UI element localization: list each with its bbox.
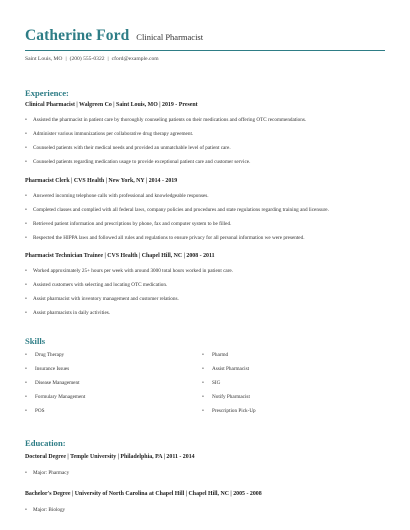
list-item: • Assist pharmacist with inventory management and customer relations. [25,296,390,310]
list-item: • Disease Management [25,380,195,394]
contact-line [25,56,159,62]
education-header: Bachelor's Degree | University of North Carolina at Chapel Hill | Chapel Hill, NC | 2005 - 2008 [25,491,262,497]
list-item: • Insurance Issues [25,366,195,380]
list-item: • Assist pharmacists in daily activities. [25,310,390,324]
job-header: Pharmacist Clerk | CVS Health | New York, NY | 2014 - 2019 [25,178,178,184]
education-header: Doctoral Degree | Temple University | Philadelphia, PA | 2011 - 2014 [25,454,195,460]
job-header: Pharmacist Technician Trainee | CVS Health | Chapel Hill, NC | 2008 - 2011 [25,253,215,259]
list-item: • Major: Biology [25,507,390,513]
candidate-name: Catherine Ford [25,27,130,44]
list-item: • Retrieved patient information and prescriptions by phone, fax and computer system to be filled. [25,221,390,235]
contact-email: cford@example.com [111,56,159,62]
experience-heading: Experience: [25,88,69,98]
list-item: • Completed classes and complied with all federal laws, company policies and procedures and state regulations regarding training and licensure. [25,207,390,221]
header-divider [25,50,385,51]
contact-location: Saint Louis, MO [25,56,63,62]
list-item: • Formulary Management [25,394,195,408]
education-detail-list [25,470,390,476]
list-item: • Assist Pharmacist [202,366,372,380]
list-item: • Answered incoming telephone calls with professional and knowledgeable responses. [25,193,390,207]
list-item: • Pharmd [202,352,372,366]
list-item: • Assisted customers with selecting and locating OTC medication. [25,282,390,296]
contact-separator: | [107,56,109,62]
job-bullet-list [25,268,390,324]
list-item: • Counseled patients regarding medication usage to provide exceptional patient care and customer service. [25,159,390,173]
list-item: • SIG [202,380,372,394]
contact-phone: (200) 555-0322 [69,56,105,62]
list-item: • Respected the HIPPA laws and followed all rules and regulations to ensure privacy for all personal information we were presented. [25,235,390,249]
skills-heading: Skills [25,336,46,346]
list-item: • Notify Pharmacist [202,394,372,408]
education-heading: Education: [25,438,66,448]
list-item: • POS [25,408,195,422]
list-item: • Worked approximately 25+ hours per week with around 3000 total hours worked in patient care. [25,268,390,282]
skills-list-right [202,352,372,422]
list-item: • Prescription Pick-Up [202,408,372,422]
list-item: • Administer various immunizations per collaborative drug therapy agreement. [25,131,390,145]
contact-separator: | [65,56,67,62]
candidate-title: Clinical Pharmacist [136,32,204,42]
job-bullet-list [25,193,390,249]
education-detail-list [25,507,390,513]
job-bullet-list [25,117,390,173]
list-item: • Counseled patients with their medical needs and provided an unmatchable level of patient care. [25,145,390,159]
job-header: Clinical Pharmacist | Walgreen Co | Saint Louis, MO | 2019 - Present [25,102,198,108]
list-item: • Drug Therapy [25,352,195,366]
list-item: • Major: Pharmacy [25,470,390,476]
list-item: • Assisted the pharmacist in patient care by thoroughly counseling patients on their medications and offering OTC recommendations. [25,117,390,131]
resume-header [25,27,385,45]
skills-list-left [25,352,195,422]
